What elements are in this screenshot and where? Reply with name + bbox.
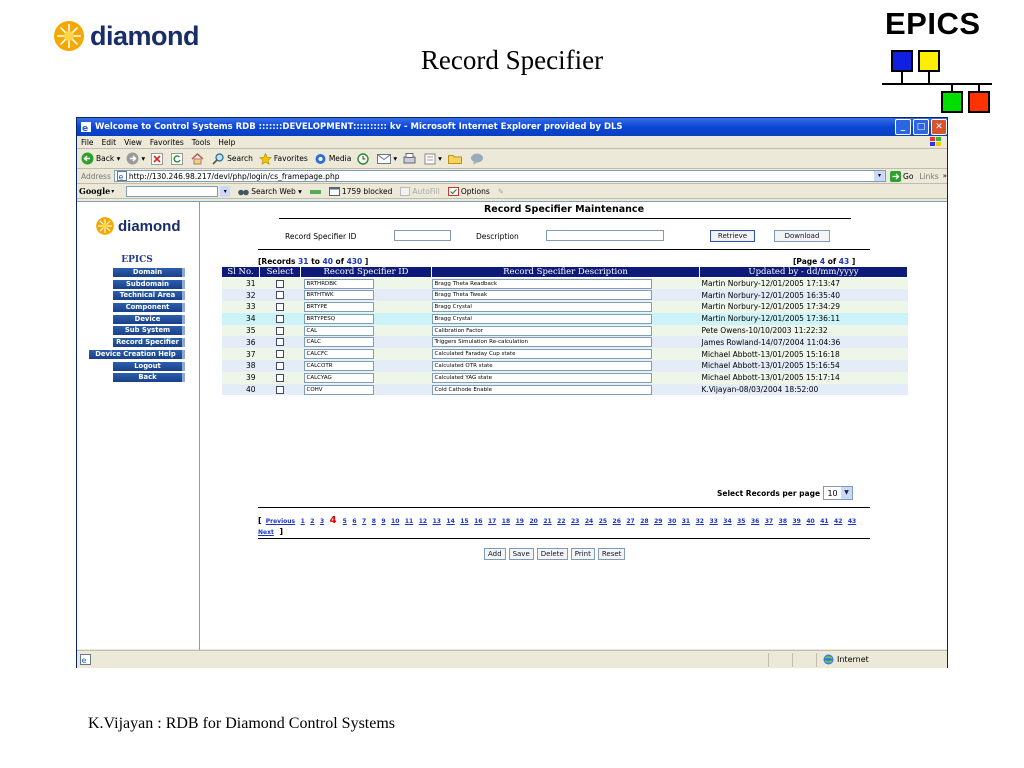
sidebar-heading: EPICS: [121, 255, 153, 265]
menu-file[interactable]: File: [81, 137, 94, 147]
updated-by: Martin Norbury-12/01/2005 17:34:29: [700, 301, 908, 313]
page-total: 43: [838, 257, 850, 266]
records-to-word: to: [311, 257, 320, 266]
pager-link-12[interactable]: 12: [418, 518, 428, 525]
row-number: 39: [222, 372, 260, 384]
back-arrow-icon: [81, 152, 94, 165]
row-select-checkbox[interactable]: [276, 327, 284, 335]
pager-link-3[interactable]: 3: [319, 518, 325, 525]
folder-button[interactable]: [448, 153, 464, 164]
binoculars-icon: [238, 187, 249, 196]
printer-icon: [403, 153, 416, 165]
updated-by: James Rowland-14/07/2004 11:04:36: [700, 336, 908, 348]
pager-link-16[interactable]: 16: [474, 518, 483, 525]
google-search-input[interactable]: [126, 186, 218, 197]
pager-link-27[interactable]: 27: [626, 518, 635, 525]
pager-link-15[interactable]: 15: [460, 518, 469, 525]
search-label: Search: [227, 154, 253, 163]
epics-logo: [882, 6, 1002, 116]
pager-link-30[interactable]: 30: [667, 518, 677, 525]
autofill-label: AutoFill: [412, 186, 440, 196]
window-title: Welcome to Control Systems RDB :::::::DEVELOPMENT:::::::::: kv - Microsoft Internet Explorer provided by DLS: [95, 122, 623, 132]
row-select-checkbox[interactable]: [276, 362, 284, 370]
media-icon: [314, 153, 327, 165]
row-number: 35: [222, 325, 260, 337]
address-dropdown-icon[interactable]: ▾: [874, 171, 885, 181]
messenger-button[interactable]: [470, 153, 486, 165]
page-prefix: [Page: [793, 257, 818, 266]
row-number: 38: [222, 360, 260, 372]
description-input[interactable]: [546, 230, 664, 241]
chevron-right-icon[interactable]: »: [942, 172, 947, 180]
pager-link-21[interactable]: 21: [543, 518, 552, 525]
pager-link-26[interactable]: 26: [612, 518, 621, 525]
record-id-field[interactable]: BRTHRDBK: [304, 279, 374, 289]
pager-current-page: 4: [329, 515, 337, 526]
updated-by: Pete Owens-10/10/2003 11:22:32: [700, 325, 908, 337]
row-number: 37: [222, 348, 260, 360]
chevron-down-icon[interactable]: ▼: [841, 487, 852, 499]
sidebar-logo-text: diamond: [118, 217, 181, 235]
row-number: 34: [222, 313, 260, 325]
pager-link-35[interactable]: 35: [737, 518, 746, 525]
table-row: [222, 336, 908, 348]
description-field[interactable]: Cold Cathode Enable: [432, 385, 652, 395]
table-row: [222, 325, 908, 337]
google-dropdown-icon[interactable]: ▾: [220, 186, 230, 197]
forward-arrow-icon: [126, 152, 139, 165]
col-header-description: Record Specifier Description: [432, 267, 700, 278]
slide-footer: K.Vijayan : RDB for Diamond Control Systems: [88, 715, 396, 732]
col-header-record-id: Record Specifier ID: [301, 267, 432, 278]
favorites-label: Favorites: [273, 154, 308, 163]
pagerank-icon: [310, 187, 321, 196]
epics-boxes-icon: [882, 6, 1002, 116]
search-icon: [212, 153, 225, 165]
address-bar: [77, 169, 947, 184]
save-button[interactable]: Save: [509, 548, 534, 560]
records-prefix: [Records: [258, 257, 296, 266]
autofill-icon: [400, 187, 410, 196]
records-total: 430: [346, 257, 363, 266]
row-number: 31: [222, 278, 260, 290]
updated-by: Martin Norbury-12/01/2005 16:35:40: [700, 289, 908, 301]
page-title: Record Specifier Maintenance: [483, 204, 645, 215]
status-extra-area: [793, 653, 817, 667]
favorites-button[interactable]: [259, 153, 308, 165]
sidebar-item-logout[interactable]: Logout: [113, 362, 185, 371]
media-button[interactable]: [314, 153, 352, 165]
heading-rule: [279, 218, 851, 219]
menu-help[interactable]: Help: [218, 137, 236, 147]
search-web-label: Search Web: [251, 186, 296, 196]
pager-link-9[interactable]: 9: [381, 518, 386, 525]
mail-button[interactable]: ▾: [377, 153, 397, 164]
options-icon: [448, 187, 459, 196]
record-id-field[interactable]: BRTHTWK: [304, 290, 374, 300]
google-toolbar: [77, 184, 947, 199]
sidebar-item-record-specifier[interactable]: Record Specifier: [113, 338, 185, 347]
records-of-word: of: [335, 257, 344, 266]
home-icon: [191, 153, 204, 165]
page-of-word: of: [827, 257, 837, 266]
search-web-button[interactable]: Search Web ▾: [238, 187, 302, 196]
sidebar-item-component[interactable]: Component: [113, 303, 185, 312]
records-to: 40: [322, 257, 333, 266]
slide-title: Record Specifier: [420, 45, 604, 75]
address-url: http://130.246.98.217/devl/php/login/cs_framepage.php: [128, 171, 340, 181]
pager-link-40[interactable]: 40: [806, 518, 815, 525]
pager-link-8[interactable]: 8: [371, 518, 376, 525]
pager-link-24[interactable]: 24: [584, 518, 594, 525]
description-field[interactable]: Calculated Faraday Cup state: [432, 349, 652, 359]
popup-blocker-icon: [329, 187, 340, 196]
description-field[interactable]: Bragg Crystal: [432, 314, 652, 324]
pager-link-2[interactable]: 2: [310, 518, 315, 525]
col-header-select: Select: [260, 267, 301, 278]
pager-next-link[interactable]: Next: [258, 529, 274, 536]
pager-link-38[interactable]: 38: [778, 518, 788, 525]
filter-row: [201, 230, 947, 244]
updated-by: Martin Norbury-12/01/2005 17:36:11: [700, 313, 908, 325]
options-label: Options: [460, 186, 490, 196]
record-id-field[interactable]: CALCFC: [304, 349, 374, 359]
svg-text:e: e: [81, 656, 87, 665]
download-button[interactable]: Download: [774, 230, 830, 242]
row-select-checkbox[interactable]: [276, 338, 284, 346]
pager-link-5[interactable]: 5: [342, 518, 347, 525]
pager-link-42[interactable]: 42: [834, 518, 843, 525]
menu-bar: [77, 136, 947, 149]
pager-link-28[interactable]: 28: [640, 518, 649, 525]
pager-link-25[interactable]: 25: [598, 518, 608, 525]
pager-link-37[interactable]: 37: [764, 518, 774, 525]
pager-link-11[interactable]: 11: [404, 518, 414, 525]
updated-by: Michael Abbott-13/01/2005 15:16:18: [700, 348, 908, 360]
record-id-field[interactable]: COHV: [304, 385, 374, 395]
row-number: 36: [222, 336, 260, 348]
highlight-icon[interactable]: ✎: [497, 186, 505, 196]
table-row: [222, 360, 908, 372]
updated-by: Martin Norbury-12/01/2005 17:13:47: [700, 278, 908, 290]
description-field[interactable]: Bragg Crystal: [432, 302, 652, 312]
page-suffix: ]: [851, 257, 856, 266]
pager-link-6[interactable]: 6: [352, 518, 357, 525]
epics-logo-text: EPICS: [885, 6, 981, 41]
per-page-control: [717, 486, 853, 500]
address-input[interactable]: [114, 170, 886, 182]
pager-link-1[interactable]: 1: [300, 518, 305, 525]
sidebar-item-domain[interactable]: Domain: [113, 268, 185, 277]
sidebar-diamond-logo: [95, 216, 181, 236]
table-row: [222, 384, 908, 396]
description-field[interactable]: Bragg Theta Tweak: [432, 290, 652, 300]
pager-link-39[interactable]: 39: [792, 518, 801, 525]
pager-top-rule: [258, 507, 870, 508]
window-titlebar: [77, 118, 947, 136]
menu-favorites[interactable]: Favorites: [149, 137, 184, 147]
pager-link-17[interactable]: 17: [487, 518, 497, 525]
pager-link-32[interactable]: 32: [695, 518, 704, 525]
pager-link-31[interactable]: 31: [681, 518, 691, 525]
print-button[interactable]: [403, 153, 418, 165]
standard-toolbar: [77, 149, 947, 169]
diamond-logo-text: diamond: [90, 20, 199, 51]
google-logo[interactable]: Google: [79, 186, 111, 196]
pager-link-14[interactable]: 14: [446, 518, 455, 525]
stop-icon: [151, 153, 163, 165]
go-button[interactable]: [890, 171, 913, 182]
home-button[interactable]: [191, 153, 206, 165]
main-panel: [201, 202, 947, 650]
status-bar: [77, 650, 947, 668]
table-header-row: [222, 267, 908, 278]
per-page-label: Select Records per page: [717, 488, 821, 498]
pager-link-7[interactable]: 7: [362, 518, 367, 525]
sidebar-item-sub-system[interactable]: Sub System: [113, 326, 185, 335]
record-id-field[interactable]: CALCYAG: [304, 373, 374, 383]
ie-page-icon: [80, 121, 92, 133]
minimize-button[interactable]: _: [895, 119, 911, 135]
records-range: [258, 257, 368, 266]
row-select-checkbox[interactable]: [276, 386, 284, 394]
table-row: [222, 278, 908, 290]
pagination: [258, 516, 870, 538]
pager-link-23[interactable]: 23: [571, 518, 580, 525]
row-select-checkbox[interactable]: [276, 291, 284, 299]
stop-button[interactable]: [151, 153, 165, 165]
description-field[interactable]: Calculated YAG state: [432, 373, 652, 383]
popup-blocker-button[interactable]: [329, 187, 392, 196]
description-field[interactable]: Calculated OTR state: [432, 361, 652, 371]
per-page-value: 10: [827, 488, 838, 498]
table-row: [222, 289, 908, 301]
maximize-button[interactable]: □: [913, 119, 929, 135]
table-row: [222, 301, 908, 313]
links-label[interactable]: Links: [919, 171, 939, 181]
updated-by: Michael Abbott-13/01/2005 15:17:14: [700, 372, 908, 384]
pager-link-43[interactable]: 43: [847, 518, 857, 525]
status-lock-area: [769, 653, 793, 667]
menu-tools[interactable]: Tools: [191, 137, 211, 147]
page-current: 4: [819, 257, 826, 266]
col-header-updated-by: Updated by - dd/mm/yyyy: [700, 267, 908, 278]
messenger-icon: [470, 153, 484, 165]
globe-icon: [823, 654, 834, 665]
table-row-highlighted: [222, 313, 908, 325]
pager-link-34[interactable]: 34: [723, 518, 732, 525]
action-buttons: [484, 548, 628, 560]
options-button[interactable]: [448, 187, 490, 196]
browser-window: [76, 117, 948, 668]
records-suffix: ]: [364, 257, 369, 266]
page-content: [77, 201, 947, 649]
page-indicator: [793, 257, 855, 266]
forward-button[interactable]: ▾: [126, 152, 145, 165]
record-id-field[interactable]: BRTYPESQ: [304, 314, 374, 324]
description-field[interactable]: Calibration Factor: [432, 326, 652, 336]
row-number: 33: [222, 301, 260, 313]
history-button[interactable]: [357, 153, 371, 165]
page-done-icon: [80, 654, 91, 665]
records-table: [221, 266, 908, 395]
diamond-sun-icon: [95, 216, 115, 236]
row-select-checkbox[interactable]: [276, 280, 284, 288]
pager-link-33[interactable]: 33: [709, 518, 718, 525]
sidebar-item-device-creation-help[interactable]: Device Creation Help: [89, 350, 185, 359]
sidebar-item-subdomain[interactable]: Subdomain: [113, 280, 185, 289]
go-label: Go: [903, 171, 914, 181]
refresh-icon: [171, 153, 183, 165]
description-field[interactable]: Triggers Simulation Re-calculation: [432, 337, 652, 347]
history-icon: [357, 153, 369, 165]
record-id-field[interactable]: BRTYPE: [304, 302, 374, 312]
retrieve-button[interactable]: Retrieve: [710, 230, 755, 242]
edit-page-icon: [424, 153, 436, 165]
media-label: Media: [328, 154, 352, 163]
address-label: Address: [81, 171, 111, 181]
favorites-star-icon: [259, 153, 272, 165]
row-select-checkbox[interactable]: [276, 303, 284, 311]
menu-edit[interactable]: Edit: [101, 137, 117, 147]
mail-icon: [377, 153, 391, 164]
add-button[interactable]: Add: [484, 548, 506, 560]
pager-close-bracket: ]: [279, 527, 283, 536]
description-field[interactable]: Bragg Theta Readback: [432, 279, 652, 289]
back-label: Back: [96, 154, 115, 163]
pager-bottom-rule: [258, 538, 870, 539]
pager-link-41[interactable]: 41: [820, 518, 829, 525]
page-icon: [117, 171, 127, 181]
windows-flag-icon: [930, 137, 941, 147]
pager-previous-link[interactable]: Previous: [265, 518, 296, 525]
records-from: 31: [298, 257, 309, 266]
close-button[interactable]: ✕: [931, 119, 947, 135]
record-id-field[interactable]: CALC: [304, 337, 374, 347]
pager-link-13[interactable]: 13: [432, 518, 441, 525]
per-page-select[interactable]: [823, 486, 853, 500]
record-id-field[interactable]: CALCOTR: [304, 361, 374, 371]
pager-link-20[interactable]: 20: [529, 518, 538, 525]
sidebar: [77, 202, 200, 650]
svg-text:e: e: [82, 124, 89, 133]
updated-by: Michael Abbott-13/01/2005 15:16:54: [700, 360, 908, 372]
table-row: [222, 348, 908, 360]
edit-button[interactable]: ▾: [424, 153, 442, 165]
sidebar-nav: [77, 268, 200, 385]
record-id-field[interactable]: CAL: [304, 326, 374, 336]
pagerank-button[interactable]: [310, 187, 321, 196]
autofill-button[interactable]: [400, 187, 439, 196]
google-menu-icon[interactable]: ▾: [111, 187, 115, 195]
table-row: [222, 372, 908, 384]
refresh-button[interactable]: [171, 153, 185, 165]
pager-open-bracket: [: [258, 516, 262, 525]
back-button[interactable]: Back ▾: [81, 152, 120, 165]
sidebar-item-back[interactable]: Back: [113, 373, 185, 382]
row-select-checkbox[interactable]: [276, 350, 284, 358]
col-header-sl-no: Sl No.: [222, 267, 260, 278]
row-number: 40: [222, 384, 260, 396]
reset-button[interactable]: Reset: [598, 548, 626, 560]
row-select-checkbox[interactable]: [276, 374, 284, 382]
search-button[interactable]: [212, 153, 253, 165]
print-record-button[interactable]: Print: [571, 548, 595, 560]
pager-link-18[interactable]: 18: [501, 518, 511, 525]
blocked-count: 1759 blocked: [341, 186, 393, 196]
menu-view[interactable]: View: [124, 137, 142, 147]
delete-button[interactable]: Delete: [537, 548, 568, 560]
status-message-area: [97, 653, 769, 667]
pager-link-29[interactable]: 29: [654, 518, 663, 525]
filter-rule: [258, 249, 870, 250]
svg-text:e: e: [118, 172, 124, 181]
record-id-input[interactable]: [394, 230, 451, 241]
security-zone: [823, 654, 869, 665]
row-number: 32: [222, 289, 260, 301]
description-label: Description: [476, 232, 519, 241]
go-arrow-icon: [890, 171, 901, 182]
security-zone-label: Internet: [837, 655, 869, 664]
pager-link-22[interactable]: 22: [557, 518, 566, 525]
updated-by: K.Vijayan-08/03/2004 18:52:00: [700, 384, 908, 396]
pager-link-36[interactable]: 36: [750, 518, 760, 525]
pager-link-10[interactable]: 10: [391, 518, 400, 525]
record-id-label: Record Specifier ID: [285, 232, 357, 241]
pager-link-19[interactable]: 19: [515, 518, 524, 525]
sidebar-item-technical-area[interactable]: Technical Area: [113, 291, 185, 300]
sidebar-item-device[interactable]: Device: [113, 315, 185, 324]
folder-icon: [448, 153, 462, 164]
row-select-checkbox[interactable]: [276, 315, 284, 323]
